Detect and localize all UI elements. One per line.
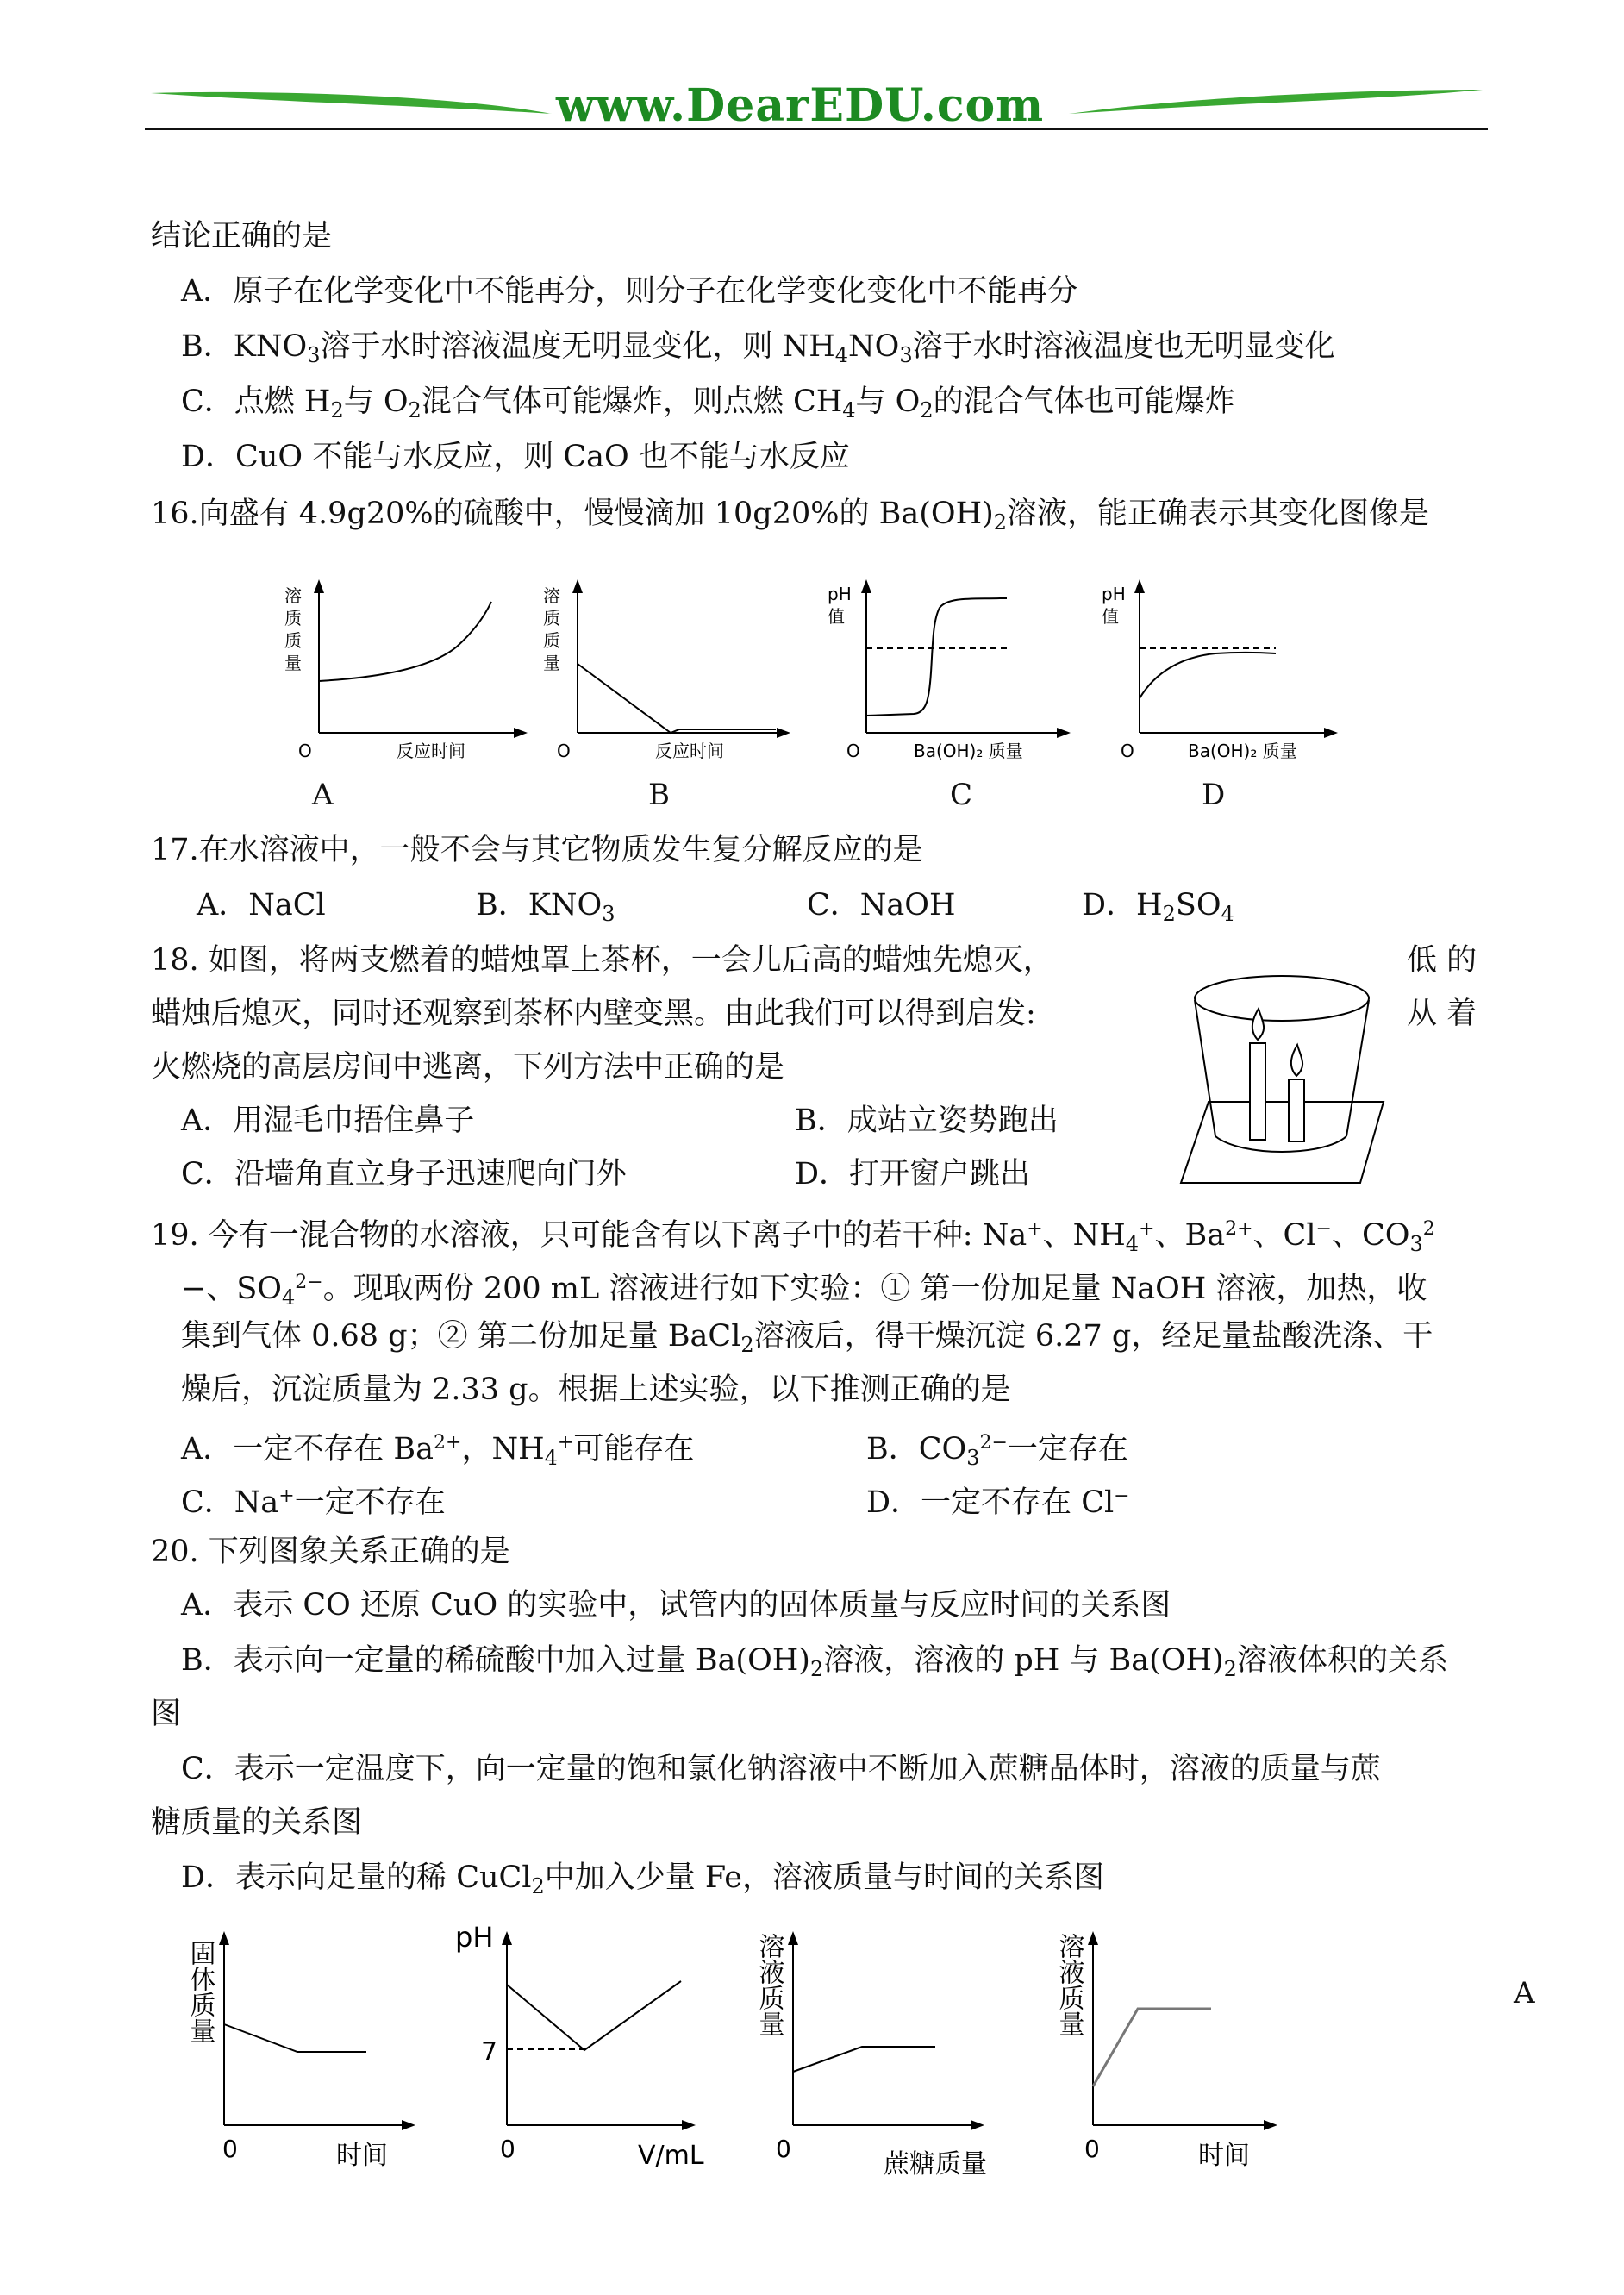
q15-option-d: D．CuO 不能与水反应，则 CaO 也不能与水反应 (181, 440, 850, 474)
svg-text:质: 质 (543, 608, 560, 628)
q16-graph-c (828, 579, 1071, 761)
svg-text:pH: pH (1102, 584, 1126, 604)
q16-graph-a (284, 579, 528, 761)
q17-stem: 17.在水溶液中，一般不会与其它物质发生复分解反应的是 (151, 833, 923, 867)
svg-text:质: 质 (543, 630, 560, 651)
svg-text:O: O (1121, 741, 1134, 761)
q18-line-3: 火燃烧的高层房间中逃离，下列方法中正确的是 (151, 1050, 785, 1085)
q16-stem: 16.向盛有 4.9g20%的硫酸中，慢慢滴加 10g20%的 $Ba(OH)_2$溶液，能正确表示其变化图像是 (151, 497, 1430, 535)
svg-text:pH: pH (455, 1921, 494, 1954)
q20-graph-4 (1054, 1931, 1278, 2171)
svg-text:pH: pH (828, 584, 852, 604)
q16-graphs (259, 569, 1379, 776)
q16-graph-d (1102, 579, 1338, 761)
q20-graph-2 (455, 1921, 704, 2171)
svg-text:溶: 溶 (543, 585, 560, 606)
q19-line-2: −、$SO_4^{2-}$。现取两份 200 mL 溶液进行如下实验：① 第一份加足量 NaOH 溶液，加热，收 (181, 1272, 1427, 1310)
svg-text:值: 值 (828, 606, 845, 627)
q17-option-c: C．NaOH (807, 888, 956, 922)
svg-text:7: 7 (481, 2037, 498, 2067)
q18-line-1-right: 低 的 (1407, 943, 1477, 978)
q20-option-c-cont: 糖质量的关系图 (151, 1805, 363, 1840)
q20-option-a: A．表示 CO 还原 CuO 的实验中，试管内的固体质量与反应时间的关系图 (181, 1588, 1171, 1623)
q15-option-c: C．点燃 $H_2$与 $O_2$混合气体可能爆炸，则点燃 $CH_4$与 $O_2$的混合气体也可能爆炸 (181, 385, 1235, 422)
q19-option-c: C．Na+一定不存在 (181, 1485, 446, 1520)
q19-option-b: B．$CO_3^{2-}$一定存在 (866, 1432, 1128, 1470)
q18-option-a: A．用湿毛巾捂住鼻子 (181, 1104, 475, 1138)
q20-graph-1 (185, 1931, 416, 2171)
svg-text:O: O (846, 741, 860, 761)
svg-text:质: 质 (284, 630, 302, 651)
svg-text:蔗糖质量: 蔗糖质量 (884, 2149, 987, 2179)
svg-text:V/mL: V/mL (638, 2141, 704, 2171)
q16-graph-b (543, 579, 790, 761)
svg-text:反应时间: 反应时间 (397, 741, 465, 761)
svg-text:质: 质 (284, 608, 302, 628)
q20-option-b-cont: 图 (151, 1697, 182, 1731)
q20-graph-3-ylabel: 溶液质量 (753, 1933, 784, 2036)
q19-line-4: 燥后，沉淀质量为 2.33 g。根据上述实验，以下推测正确的是 (181, 1373, 1011, 1407)
q17-option-a: A．NaCl (197, 888, 326, 922)
svg-text:量: 量 (543, 653, 560, 673)
q20-graph-4-ylabel: 溶液质量 (1053, 1933, 1084, 2036)
candle-cup-illustration (1155, 957, 1388, 1190)
svg-text:O: O (298, 741, 312, 761)
svg-text:时间: 时间 (1198, 2141, 1250, 2171)
q20-side-label: A (1514, 1976, 1535, 2010)
svg-text:0: 0 (1084, 2135, 1100, 2163)
svg-text:值: 值 (1102, 606, 1119, 627)
svg-text:0: 0 (500, 2135, 515, 2163)
q18-line-2: 蜡烛后熄灭，同时还观察到茶杯内壁变黑。由此我们可以得到启发: (151, 997, 1036, 1031)
svg-text:0: 0 (776, 2135, 791, 2163)
q20-option-d: D．表示向足量的稀 CuCl$_2$中加入少量 Fe，溶液质量与时间的关系图 (181, 1860, 1104, 1898)
q20-graph-1-ylabel: 固体质量 (184, 1940, 215, 2043)
q19-line-3: 集到气体 0.68 g；② 第二份加足量 BaCl$_2$溶液后，得干燥沉淀 6.27 g，经足量盐酸洗涤、干 (181, 1319, 1433, 1357)
q16-caption-a: A (312, 778, 334, 812)
q18-option-b: B．成站立姿势跑出 (795, 1104, 1059, 1138)
q19-option-d: D．一定不存在 Cl− (866, 1485, 1130, 1520)
svg-text:溶: 溶 (284, 585, 302, 606)
q18-line-2-right: 从 着 (1407, 997, 1477, 1031)
q18-option-d: D．打开窗户跳出 (795, 1157, 1031, 1191)
q20-stem: 20. 下列图象关系正确的是 (151, 1535, 510, 1569)
q20-option-c: C．表示一定温度下，向一定量的饱和氯化钠溶液中不断加入蔗糖晶体时，溶液的质量与蔗 (181, 1752, 1381, 1786)
q20-option-b: B．表示向一定量的稀硫酸中加入过量 $Ba(OH)_2$溶液，溶液的 pH 与 $Ba(OH)_2$溶液体积的关系 (181, 1643, 1448, 1681)
site-logo-text: www.DearEDU.com (556, 79, 1045, 132)
q16-caption-b: B (648, 778, 670, 812)
q15-stem-tail: 结论正确的是 (151, 219, 333, 253)
q18-option-c: C．沿墙角直立身子迅速爬向门外 (181, 1157, 627, 1191)
svg-text:Ba(OH)₂ 质量: Ba(OH)₂ 质量 (914, 741, 1023, 761)
q17-option-b: B．$KNO_3$ (476, 888, 615, 926)
q15-option-a: A．原子在化学变化中不能再分，则分子在化学变化变化中不能再分 (181, 274, 1078, 309)
svg-text:0: 0 (222, 2135, 238, 2163)
svg-text:量: 量 (284, 653, 302, 673)
q20-graph-3 (754, 1931, 988, 2179)
svg-text:时间: 时间 (336, 2141, 388, 2171)
q16-caption-d: D (1202, 778, 1226, 812)
q16-caption-c: C (950, 778, 973, 812)
q19-option-a: A．一定不存在 $Ba^{2+}$，$NH_4^+$可能存在 (181, 1432, 695, 1470)
q20-graphs (181, 1914, 1405, 2198)
q19-line-1: 19. 今有一混合物的水溶液，只可能含有以下离子中的若干种: Na+、$NH_4^+$、$Ba^{2+}$、Cl−、$CO_3^2$ (151, 1218, 1435, 1256)
svg-text:O: O (557, 741, 571, 761)
q15-option-b: B．$KNO_3$溶于水时溶液温度无明显变化，则 $NH_4NO_3$溶于水时溶液温度也无明显变化 (181, 329, 1335, 367)
q17-option-d: D．$H_2SO_4$ (1082, 888, 1234, 926)
q18-line-1: 18. 如图，将两支燃着的蜡烛罩上茶杯，一会儿后高的蜡烛先熄灭， (151, 943, 1053, 978)
svg-text:Ba(OH)₂ 质量: Ba(OH)₂ 质量 (1188, 741, 1297, 761)
svg-text:反应时间: 反应时间 (655, 741, 724, 761)
